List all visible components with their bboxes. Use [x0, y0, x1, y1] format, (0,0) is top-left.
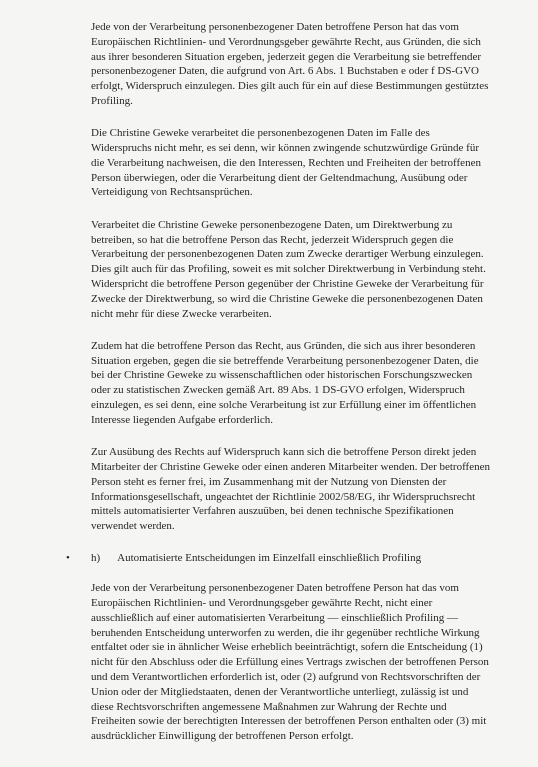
- section-title: Automatisierte Entscheidungen im Einzelfall einschließlich Profiling: [117, 552, 422, 565]
- paragraph-automated-decisions: Jede von der Verarbeitung personenbezogener Daten betroffene Person hat das vom Europäischen Richtlinien- und Verordnungsgeber gewährte Recht, nicht einer ausschließlich auf einer automatisierten Verarbeitung — einschließlich Profiling — beruhenden Entscheidung unterworfen zu werden, die ihr gegenüber rechtliche Wirkung entfaltet oder sie in ähnlicher Weise erheblich beeinträchtigt, sofern die Entscheidung (1) nicht für den Abschluss oder die Erfüllung eines Vertrags zwischen der betroffenen Person und dem Verantwortlichen erforderlich ist, oder (2) aufgrund von Rechtsvorschriften der Union oder der Mitgliedstaaten, denen der Verantwortliche unterliegt, zulässig ist und diese Rechtsvorschriften angemessene Maßnahmen zur Wahrung der Rechte und Freiheiten sowie der berechtigten Interessen der betroffenen Person enthalten oder (3) mit ausdrücklicher Einwilligung der betroffenen Person erfolgt.: [91, 582, 489, 743]
- paragraph-exercise-objection: Zur Ausübung des Rechts auf Widerspruch kann sich die betroffene Person direkt jeden Mitarbeiter der Christine Geweke oder einen anderen Mitarbeiter wenden. Der betroffenen Person steht es ferner frei, im Zusammenhang mit der Nutzung von Diensten der Informationsgesellschaft, ungeachtet der Richtlinie 2002/58/EG, ihr Widerspruchsrecht mittels automatisierter Verfahren auszuüben, bei denen technische Spezifikationen verwendet werden.: [91, 446, 490, 533]
- paragraph-direct-marketing: Verarbeitet die Christine Geweke personenbezogene Daten, um Direktwerbung zu betreiben, so hat die betroffene Person das Recht, jederzeit Widerspruch gegen die Verarbeitung der personenbezogenen Daten zum Zwecke derartiger Werbung einzulegen. Dies gilt auch für das Profiling, soweit es mit solcher Direktwerbung in Verbindung steht. Widerspricht die betroffene Person gegenüber der Christine Geweke der Verarbeitung für Zwecke der Direktwerbung, so wird die Christine Geweke die personenbezogenen Daten nicht mehr für diese Zwecke verarbeiten.: [91, 218, 486, 320]
- document-body: [66, 20, 491, 761]
- paragraph-objection-right: Jede von der Verarbeitung personenbezogener Daten betroffene Person hat das vom Europäischen Richtlinien- und Verordnungsgeber gewährte Recht, aus Gründen, die sich aus ihrer besonderen Situation ergeben, jederzeit gegen die Verarbeitung sie betreffender personenbezogener Daten, die aufgrund von Art. 6 Abs. 1 Buchstaben e oder f DS-GVO erfolgt, Widerspruch einzulegen. Dies gilt auch für ein auf diese Bestimmungen gestütztes Profiling.: [91, 21, 489, 107]
- paragraph-processing-stop: Die Christine Geweke verarbeitet die personenbezogenen Daten im Falle des Widerspruchs nicht mehr, es sei denn, wir können zwingende schutzwürdige Gründe für die Verarbeitung nachweisen, die den Interessen, Rechten und Freiheiten der betroffenen Person überwiegen, oder die Verarbeitung dient der Geltendmachung, Ausübung oder Verteidigung von Rechtsansprüchen.: [91, 127, 481, 199]
- section-letter: h): [91, 552, 101, 565]
- bullet-icon: •: [66, 552, 70, 565]
- paragraph-research-purposes: Zudem hat die betroffene Person das Recht, aus Gründen, die sich aus ihrer besonderen Situation ergeben, gegen die sie betreffende Verarbeitung personenbezogener Daten, die bei der Christine Geweke zu wissenschaftlichen oder historischen Forschungszwecken oder zu statistischen Zwecken gemäß Art. 89 Abs. 1 DS-GVO erfolgen, Widerspruch einzulegen, es sei denn, eine solche Verarbeitung ist zur Erfüllung einer im öffentlichen Interesse liegenden Aufgabe erforderlich.: [91, 339, 479, 426]
- section-heading: [66, 551, 491, 566]
